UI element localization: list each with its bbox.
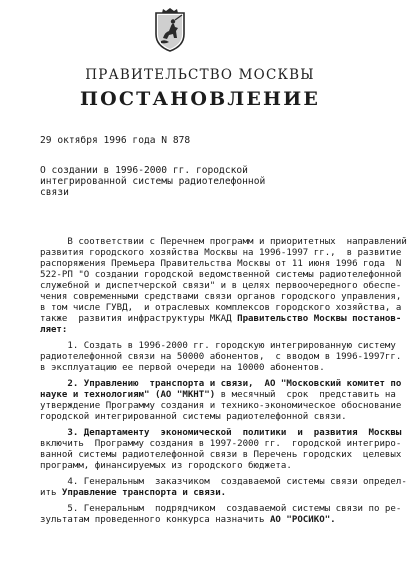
preamble-line: развития городского хозяйства Москвы на 1996-1997 гг., в развитие: [40, 248, 402, 258]
item-5-contractor: АО "РОСИКО".: [269, 515, 336, 525]
item-2-text: в месячный срок представить на: [215, 390, 396, 400]
preamble-line: В соответствии с Перечнем программ и приоритетных направлений: [40, 237, 407, 247]
decree-date-number: 29 октября 1996 года N 878: [40, 135, 191, 146]
subject-line: интегрированной системы радиотелефонной: [40, 176, 266, 187]
item-3-head: 3. Департаменту экономической политики и развития Москвы: [40, 428, 402, 438]
moscow-coat-of-arms-icon: [153, 8, 187, 52]
item-5-line: [40, 515, 384, 526]
item-4-customer: Управление транспорта и связи.: [61, 488, 227, 498]
preamble-text: также развития инфраструктуры МКАД: [40, 314, 238, 324]
item-1-line: 1. Создать в 1996-2000 гг. городскую интегрированную систему: [40, 341, 396, 351]
decree-subject: [40, 165, 280, 198]
item-1-line: радиотелефонной связи на 50000 абонентов, с вводом в 1996-1997гг.: [40, 352, 402, 362]
preamble-line: [40, 314, 402, 325]
item-2-line: городской интегрированной системы радиотелефонной связи.: [40, 412, 347, 422]
document-type-title: ПОСТАНОВЛЕНИЕ: [79, 88, 321, 110]
preamble-line: в том числе ГУВД, и отраслевых комплексов городского хозяйства, а: [40, 303, 402, 313]
item-1-line: в эксплуатацию ее первой очереди на 10000 абонентов.: [40, 363, 325, 373]
preamble-line: 522-РП "О создании городской ведомственной системы радиотелефонной: [40, 270, 402, 280]
preamble-line: служебной и диспетчерской связи" и в целях первоочередного обеспе-: [40, 281, 402, 291]
subject-line: связи: [40, 187, 69, 198]
subject-line: О создании в 1996-2000 гг. городской: [40, 165, 248, 176]
item-3-line: ванной системы радиотелефонной связи в Перечень городских целевых: [40, 450, 402, 460]
item-3-line: программ, финансируемых из городского бюджета.: [40, 461, 292, 471]
item-4-line: [40, 488, 384, 499]
preamble-line: распоряжения Премьера Правительства Москвы от 11 июня 1996 года N: [40, 259, 402, 269]
item-2-line: [40, 390, 396, 401]
item-2-head: 2. Управлению транспорта и связи, АО "Московский комитет по: [40, 379, 402, 389]
issuing-authority: ПРАВИТЕЛЬСТВО МОСКВЫ: [85, 67, 315, 83]
item-3-line: включить Программу создания в 1997-2000 гг. городской интегриро-: [40, 439, 402, 449]
item-2-head-cont: науке и технологиям" (АО "МКНТ"): [40, 390, 216, 400]
decree-body: [40, 237, 407, 526]
enacting-formula: Правительство Москвы постанов-: [237, 314, 402, 324]
item-5-line: 5. Генеральным подрядчиком создаваемой системы связи по ре-: [40, 504, 402, 514]
item-4-line: 4. Генеральным заказчиком создаваемой системы связи определ-: [40, 477, 407, 487]
item-2-line: утверждение Программу создания и технико-экономическое обоснование: [40, 401, 402, 411]
enacting-formula-end: ляет:: [40, 325, 68, 335]
item-5-text: зультатам проведенного конкурса назначить: [40, 515, 270, 525]
preamble-line: чения современными средствами связи органов городского управления,: [40, 292, 402, 302]
item-4-text: ить: [40, 488, 62, 498]
